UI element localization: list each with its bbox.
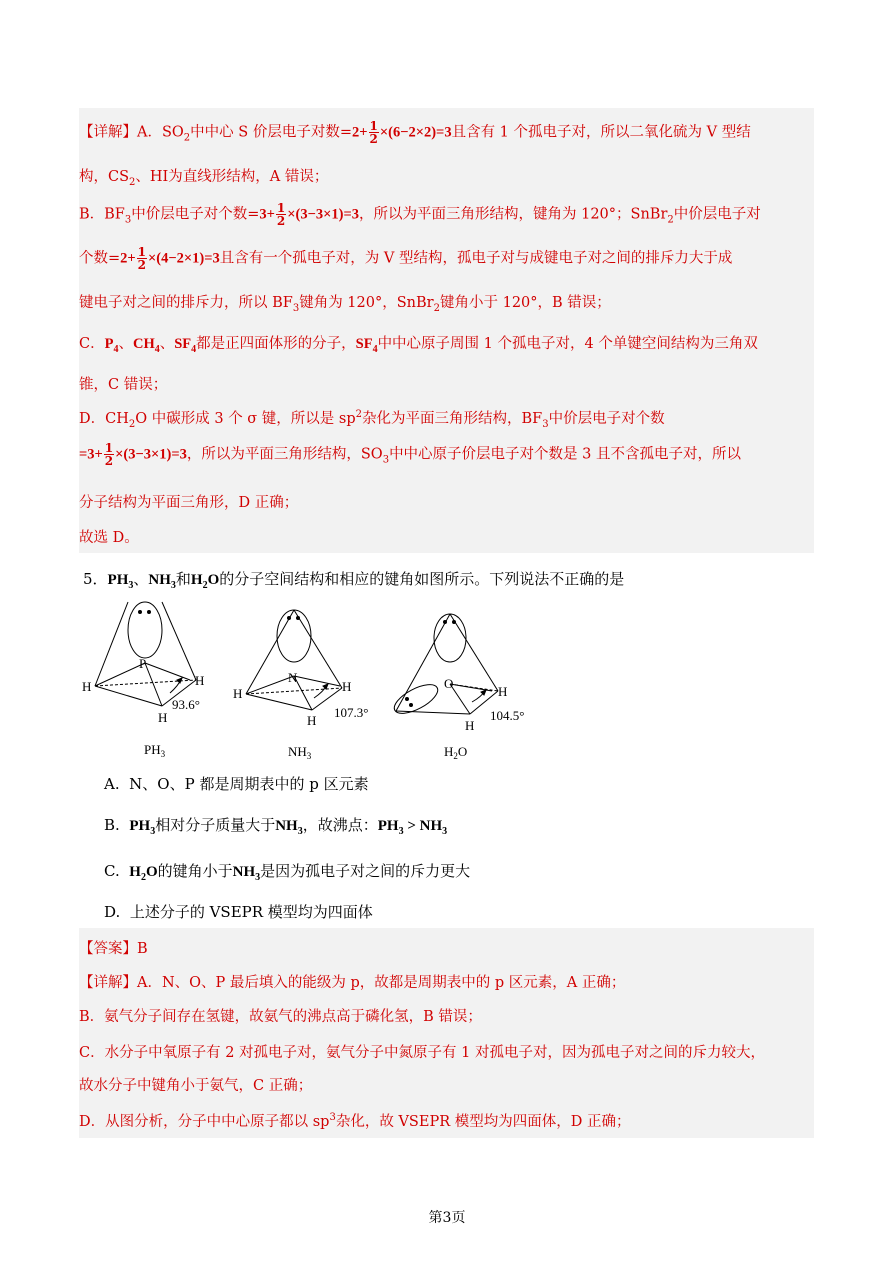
explanation-line-4: 个数=2+ $\frac{1}{2}$ ×(4−2×1)=3且含有一个孤电子对，为 V 型结构，孤电子对与成键电子对之间的排斥力大于成 bbox=[79, 245, 733, 272]
molecule-structure-figure bbox=[78, 598, 538, 768]
ph3-center-atom: P bbox=[139, 656, 147, 671]
ph3-h-right: H bbox=[195, 673, 205, 688]
explanation2-line-4: 故水分子中键角小于氨气，C 正确； bbox=[79, 1078, 313, 1094]
h2o-h-bottom: H bbox=[465, 718, 475, 733]
explanation-line-5: 键电子对之间的排斥力，所以 $BF_3$键角为 120°，SnBr$_2$键角小于 120°，B 错误； bbox=[79, 295, 611, 314]
nh3-center-atom: N bbox=[288, 670, 298, 685]
nh3-bond-angle: 107.3° bbox=[334, 705, 369, 720]
explanation-line-7: 锥，C 错误； bbox=[79, 377, 168, 393]
fraction: $\frac{1}{2}$ bbox=[137, 245, 147, 272]
nh3-h-bottom: H bbox=[307, 713, 317, 728]
ph3-bond-angle: 93.6° bbox=[172, 697, 200, 712]
ph3-diagram bbox=[95, 602, 196, 706]
explanation-line-2: 构，$CS_2$、HI为直线形结构，A 错误； bbox=[79, 169, 329, 188]
option-d: D. 上述分子的 VSEPR 模型均为四面体 bbox=[104, 903, 373, 921]
fraction: $\frac{1}{2}$ bbox=[104, 441, 114, 468]
h2o-h-right: H bbox=[498, 684, 508, 699]
nh3-label: $NH_3$ bbox=[288, 744, 312, 761]
explanation2-line-5: D．从图分析，分子中中心原子都以 $sp^3$杂化，故 VSEPR 模型均为四面体，D 正确； bbox=[79, 1112, 631, 1130]
explanation-block-2 bbox=[79, 928, 814, 1138]
ph3-h-left: H bbox=[82, 679, 92, 694]
explanation2-line-1: 【详解】A．N、O、P 最后填入的能级为 p，故都是周期表中的 p 区元素，A 正确； bbox=[79, 975, 626, 991]
question-5-stem: 5．$PH_3$、$NH_3$和$H_2O$的分子空间结构和相应的键角如图所示。下列说法不正确的是 bbox=[83, 570, 625, 591]
h2o-diagram bbox=[390, 614, 498, 719]
explanation-line-3: B．$BF_3$中价层电子对个数=3+ $\frac{1}{2}$ ×(3−3×1)=3，所以为平面三角形结构，键角为 120°；SnBr$_2$中价层电子对 bbox=[79, 201, 761, 228]
h2o-bond-angle: 104.5° bbox=[490, 708, 525, 723]
nh3-diagram bbox=[246, 610, 342, 710]
h2o-center-atom: O bbox=[444, 676, 454, 691]
answer-line: 【答案】B bbox=[79, 941, 148, 957]
explanation-line-9: =3+ $\frac{1}{2}$ ×(3−3×1)=3，所以为平面三角形结构，$SO_3$中中心原子价层电子对个数是 3 且不含孤电子对，所以 bbox=[79, 441, 742, 468]
explanation-block-1 bbox=[79, 108, 814, 553]
explanation-line-1: 【详解】A．$SO_2$中中心 S 价层电子对数=2+ $\frac{1}{2}$ ×(6−2×2)=3且含有 1 个孤电子对，所以二氧化硫为 V 型结 bbox=[79, 119, 751, 146]
fraction: $\frac{1}{2}$ bbox=[369, 119, 378, 146]
page-number: 第3页 bbox=[428, 1210, 466, 1226]
explanation-line-10: 分子结构为平面三角形，D 正确； bbox=[79, 495, 299, 511]
explanation-line-8: D．$CH_2O$ 中碳形成 3 个 σ 键，所以是 $sp^2$杂化为平面三角形结构，$BF_3$中价层电子对个数 bbox=[79, 409, 665, 430]
explanation2-line-2: B．氨气分子间存在氢键，故氨气的沸点高于磷化氢，B 错误； bbox=[79, 1009, 482, 1025]
explanation-line-6: C．$P_4$、$CH_4$、$SF_4$都是正四面体形的分子，$SF_4$中中心原子周围 1 个孤电子对，4 个单键空间结构为三角双 bbox=[79, 336, 758, 355]
option-c: C. $H_2O$的键角小于$NH_3$是因为孤电子对之间的斥力更大 bbox=[104, 862, 471, 883]
explanation2-line-3: C．水分子中氧原子有 2 对孤电子对，氨气分子中氮原子有 1 对孤电子对，因为孤电子对之间的斥力较大， bbox=[79, 1045, 765, 1061]
fraction: $\frac{1}{2}$ bbox=[276, 201, 286, 228]
explanation-line-11: 故选 D。 bbox=[79, 530, 139, 546]
nh3-h-left: H bbox=[233, 686, 243, 701]
option-a: A. N、O、P 都是周期表中的 p 区元素 bbox=[104, 775, 369, 793]
h2o-label: $H_2O$ bbox=[444, 744, 468, 761]
ph3-h-bottom: H bbox=[158, 710, 168, 725]
ph3-label: $PH_3$ bbox=[144, 742, 166, 759]
nh3-h-right: H bbox=[342, 679, 352, 694]
option-b: B. $PH_3$相对分子质量大于$NH_3$，故沸点：$PH_3 > NH_3$ bbox=[104, 816, 448, 837]
